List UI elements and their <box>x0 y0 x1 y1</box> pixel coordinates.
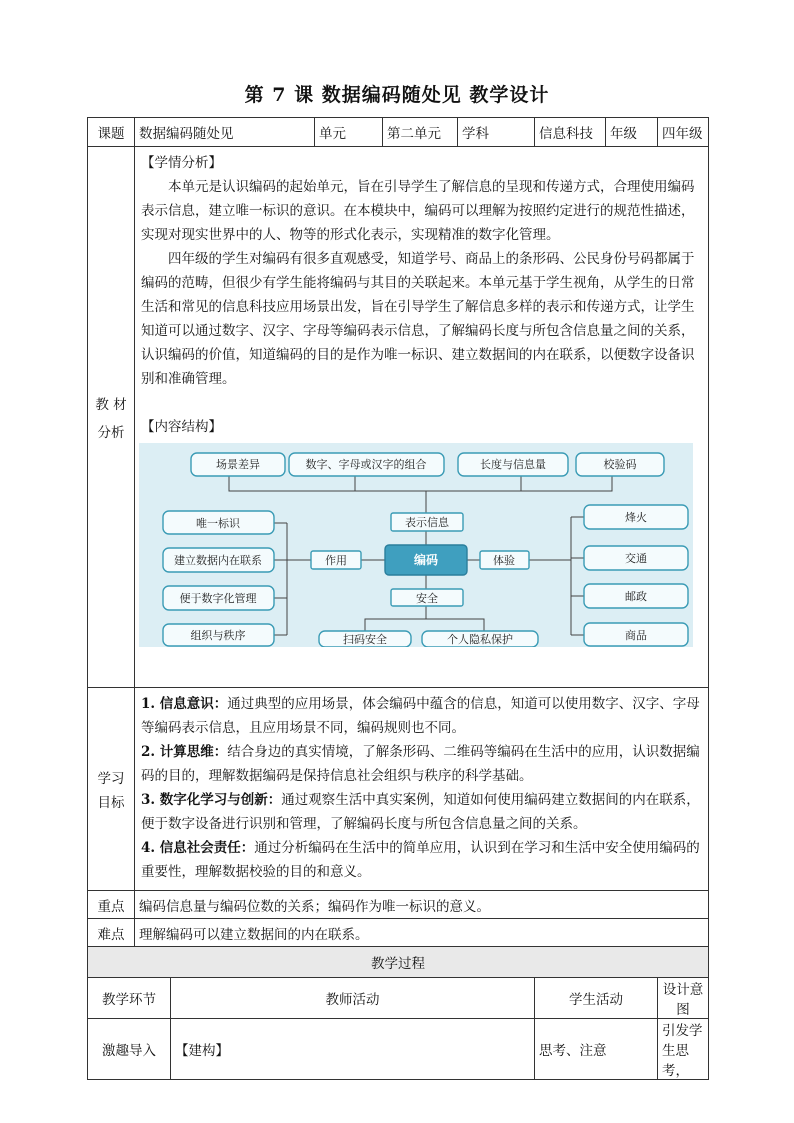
diagram-node-role <box>311 551 361 569</box>
key-point-text: 编码信息量与编码位数的关系；编码作为唯一标识的意义。 <box>135 891 709 919</box>
diagram-top-2: 长度与信息量 <box>480 458 546 471</box>
unit-value: 第二单元 <box>383 118 458 147</box>
diagram-center: 编码 <box>413 553 439 567</box>
left-bracket-line <box>274 523 287 635</box>
process-intent: 引发学生思考， <box>658 1019 709 1080</box>
topic-value: 数据编码随处见 <box>135 118 315 147</box>
diagram-node-right-0 <box>584 505 688 529</box>
process-teacher: 【建构】 <box>171 1019 535 1080</box>
analysis-row <box>88 147 709 688</box>
goals-content <box>135 688 709 891</box>
top-bracket-line <box>229 476 612 491</box>
diagram-node-combination <box>289 453 444 476</box>
subject-value: 信息科技 <box>535 118 606 147</box>
goals-label-line2: 目标 <box>97 795 125 811</box>
diagram-right-0: 烽火 <box>625 511 647 524</box>
student-analysis-heading: 【学情分析】 <box>141 155 222 171</box>
goal-text: 通过观察生活中真实案例，知道如何使用编码建立数据间的内在联系，便于数字设备进行识别和管理，了解编码长度与所包含信息量之间的关系。 <box>141 792 700 832</box>
diagram-node-represent <box>391 513 463 531</box>
diagram-experience: 体验 <box>493 554 515 567</box>
analysis-paragraph-2: 四年级的学生对编码有很多直观感受，知道学号、商品上的条形码、公民身份号码都属于编码的范畴，但很少有学生能将编码与其目的关联起来。本单元基于学生视角，从学生的日常生活和常见的信息科技应用场景出发，旨在引导学生了解信息多样的表示和传递方式，让学生知道可以通过数字、汉字、字母等编码表示信息，了解编码长度与所包含信息量之间的关系，认识编码的价值，知道编码的目的是作为唯一标识、建立数据间的内在联系，以便数字设备识别和准确管理。 <box>141 251 695 387</box>
diagram-safety: 安全 <box>416 592 438 605</box>
goal-head: 2. 计算思维： <box>141 744 228 760</box>
diagram-node-center <box>385 545 467 575</box>
goal-text: 通过分析编码在生活中的简单应用，认识到在学习和生活中安全使用编码的重要性，理解数据校验的目的和意义。 <box>141 840 700 880</box>
diagram-node-right-2 <box>584 584 688 608</box>
process-stage: 激趣导入 <box>88 1019 171 1080</box>
diagram-node-right-3 <box>584 623 688 646</box>
analysis-content <box>135 147 709 688</box>
difficulty-row <box>88 919 709 947</box>
diagram-top-3: 校验码 <box>603 458 637 471</box>
process-row <box>88 1019 709 1080</box>
goal-text: 结合身边的真实情境，了解条形码、二维码等编码在生活中的应用，认识数据编码的目的，理解数据编码是保持信息社会组织与秩序的科学基础。 <box>141 744 700 784</box>
diagram-node-length <box>458 453 568 476</box>
grade-label: 年级 <box>606 118 658 147</box>
process-col-teacher: 教师活动 <box>171 978 535 1019</box>
header-row <box>88 118 709 147</box>
goal-head: 3. 数字化学习与创新： <box>141 792 282 808</box>
goals-label-line1: 学习 <box>97 771 125 787</box>
process-student: 思考、注意 <box>535 1019 658 1080</box>
process-col-intent: 设计意图 <box>658 978 709 1019</box>
goal-item <box>141 740 702 788</box>
diagram-right-2: 邮政 <box>625 590 647 603</box>
diagram-bottom-1: 个人隐私保护 <box>447 633 513 646</box>
subject-label: 学科 <box>458 118 535 147</box>
content-structure-heading: 【内容结构】 <box>141 419 222 435</box>
unit-label: 单元 <box>315 118 383 147</box>
goal-head: 1. 信息意识： <box>141 696 228 712</box>
diagram-node-left-3 <box>163 624 274 646</box>
goals-row <box>88 688 709 891</box>
diagram-node-safety <box>391 589 463 606</box>
analysis-label-line1: 教 材 <box>95 397 127 413</box>
lesson-plan-table <box>87 117 709 1080</box>
goals-label <box>88 688 135 891</box>
analysis-label <box>88 147 135 688</box>
grade-value: 四年级 <box>658 118 709 147</box>
diagram-node-checksum <box>576 453 664 476</box>
diagram-node-right-1 <box>584 546 688 570</box>
diagram-right-3: 商品 <box>625 629 647 642</box>
right-bracket-line <box>554 517 584 635</box>
diagram-node-experience <box>480 551 529 569</box>
key-point-label: 重点 <box>88 891 135 919</box>
analysis-label-line2: 分析 <box>97 425 125 441</box>
diagram-left-1: 建立数据内在联系 <box>174 554 262 567</box>
goal-item <box>141 692 702 740</box>
top-drop-lines <box>355 476 521 491</box>
diagram-node-bottom-0 <box>319 631 411 647</box>
diagram-node-left-1 <box>163 548 274 572</box>
diagram-top-0: 场景差异 <box>216 458 260 471</box>
difficulty-label: 难点 <box>88 919 135 947</box>
goal-head: 4. 信息社会责任： <box>141 840 255 856</box>
diagram-represent: 表示信息 <box>405 516 449 529</box>
topic-label: 课题 <box>88 118 135 147</box>
diagram-bottom-0: 扫码安全 <box>343 633 387 646</box>
diagram-node-left-0 <box>163 511 274 534</box>
analysis-paragraph-1: 本单元是认识编码的起始单元，旨在引导学生了解信息的呈现和传递方式，合理使用编码表示信息，建立唯一标识的意识。在本模块中，编码可以理解为按照约定进行的规范性描述，实现对现实世界中的人、物等的形式化表示，实现精准的数字化管理。 <box>141 179 695 243</box>
diagram-node-scene-diff <box>191 453 285 476</box>
diagram-right-1: 交通 <box>625 552 647 565</box>
goal-text: 通过典型的应用场景，体会编码中蕴含的信息，知道可以使用数字、汉字、字母等编码表示信息，且应用场景不同，编码规则也不同。 <box>141 696 700 736</box>
process-header-row <box>88 978 709 1019</box>
page-title: 第 7 课 数据编码随处见 教学设计 <box>244 84 550 106</box>
difficulty-text: 理解编码可以建立数据间的内在联系。 <box>135 919 709 947</box>
diagram-node-bottom-1 <box>422 631 538 647</box>
goal-item <box>141 788 702 836</box>
goal-item <box>141 836 702 884</box>
process-title: 教学过程 <box>88 947 709 978</box>
content-structure-diagram <box>139 443 693 647</box>
process-col-student: 学生活动 <box>535 978 658 1019</box>
diagram-left-2: 便于数字化管理 <box>179 592 257 605</box>
diagram-left-3: 组织与秩序 <box>190 629 246 642</box>
key-point-row <box>88 891 709 919</box>
process-title-row <box>88 947 709 978</box>
diagram-top-1: 数字、字母或汉字的组合 <box>305 458 427 471</box>
diagram-left-0: 唯一标识 <box>196 517 240 530</box>
diagram-svg <box>139 443 693 647</box>
process-col-stage: 教学环节 <box>88 978 171 1019</box>
diagram-role: 作用 <box>325 554 347 567</box>
diagram-node-left-2 <box>163 586 274 610</box>
